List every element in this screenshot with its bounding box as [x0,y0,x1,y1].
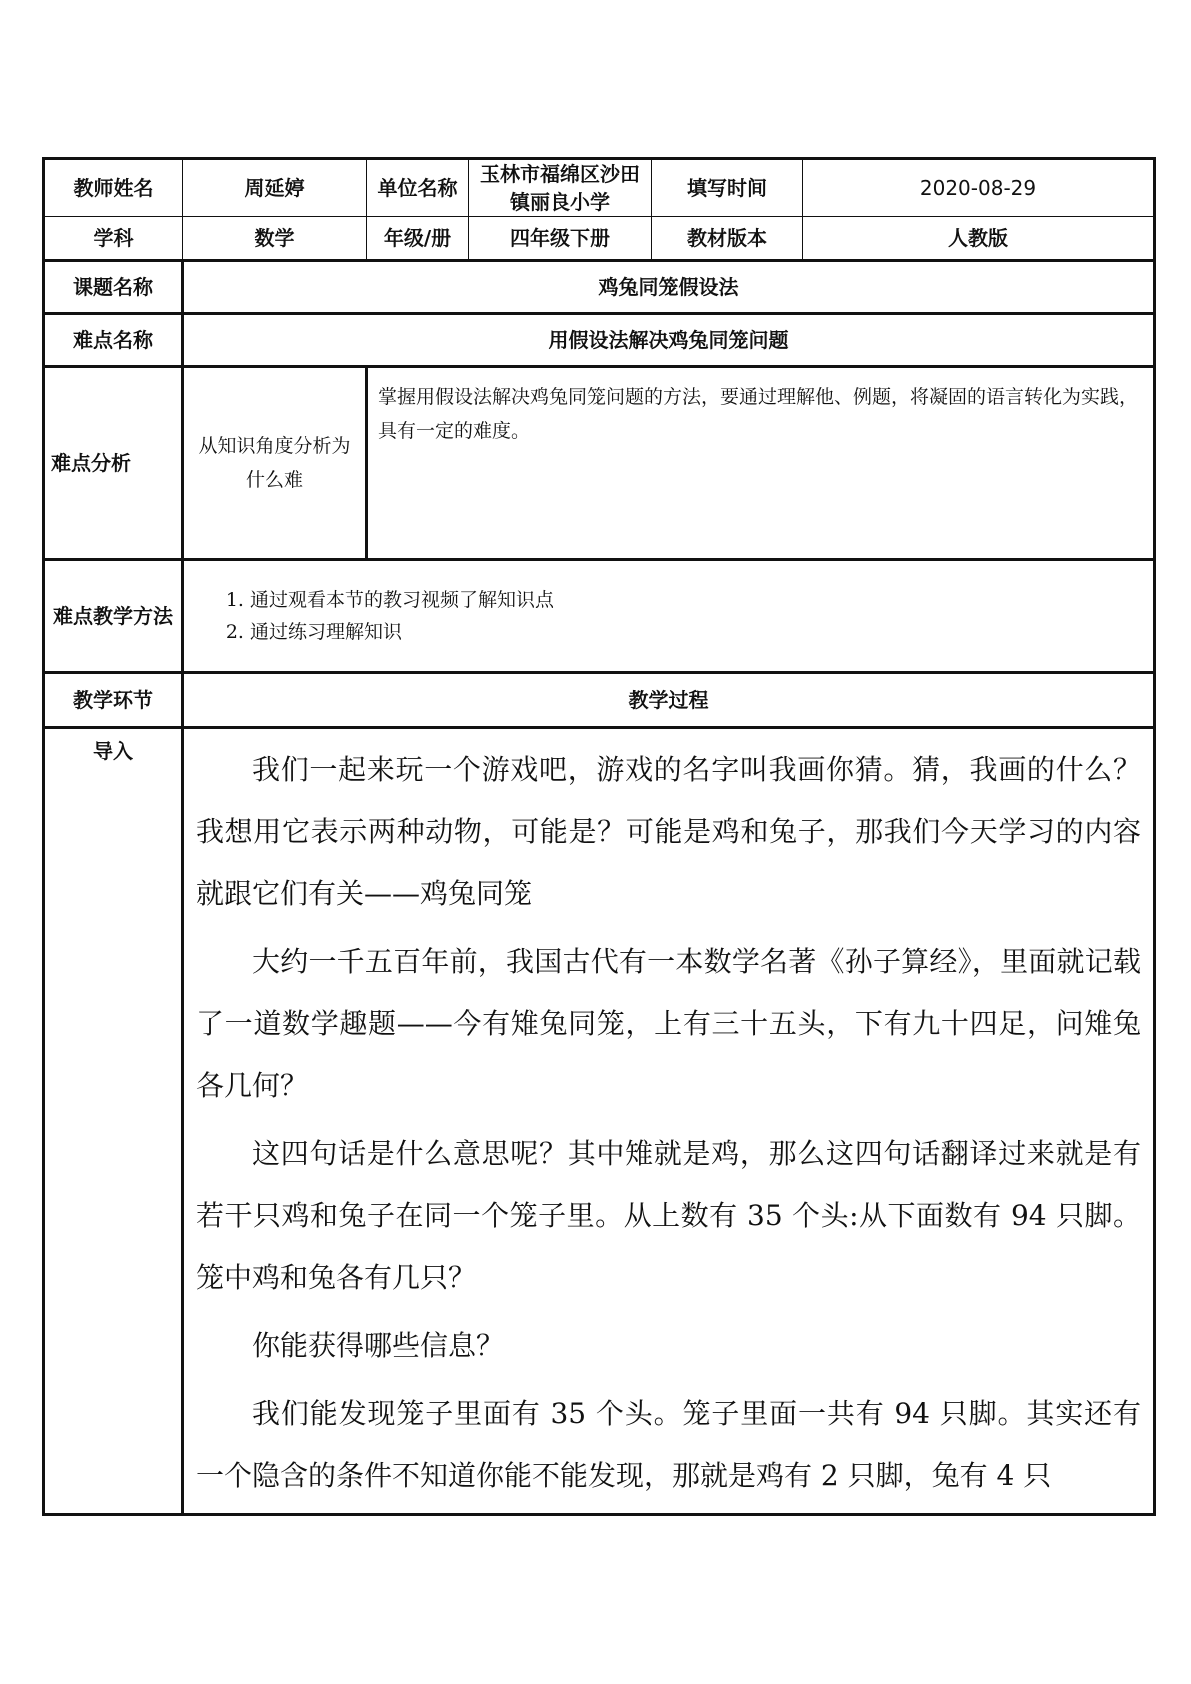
teacher-value: 周延婷 [183,159,367,217]
intro-label: 导入 [44,728,183,1515]
intro-paragraph: 大约一千五百年前，我国古代有一本数学名著《孙子算经》，里面就记载了一道数学趣题——今有雉兔同笼，上有三十五头，下有九十四足，问雉兔各几何？ [196,945,1141,1102]
analysis-sub-label: 从知识角度分析为什么难 [183,367,367,560]
subject-value: 数学 [183,217,367,261]
intro-paragraph: 你能获得哪些信息？ [252,1329,505,1362]
subject-label: 学科 [44,217,183,261]
topic-label: 课题名称 [44,261,183,314]
fill-time-value: 2020-08-29 [803,159,1155,217]
unit-label: 单位名称 [367,159,469,217]
process-label: 教学过程 [183,673,1155,728]
topic-value: 鸡兔同笼假设法 [183,261,1155,314]
row-subject [44,217,1155,261]
row-methods [44,560,1155,673]
row-topic [44,261,1155,314]
row-analysis [44,367,1155,560]
intro-paragraph: 这四句话是什么意思呢？其中雉就是鸡，那么这四句话翻译过来就是有若干只鸡和兔子在同一个笼子里。从上数有 35 个头:从下面数有 94 只脚。笼中鸡和兔各有几只？ [196,1137,1141,1294]
difficulty-value: 用假设法解决鸡兔同笼问题 [183,314,1155,367]
intro-paragraph: 我们能发现笼子里面有 35 个头。笼子里面一共有 94 只脚。其实还有一个隐含的条件不知道你能不能发现，那就是鸡有 2 只脚，兔有 4 只 [196,1397,1141,1492]
intro-paragraph: 我们一起来玩一个游戏吧，游戏的名字叫我画你猜。猜，我画的什么？我想用它表示两种动物，可能是？可能是鸡和兔子，那我们今天学习的内容就跟它们有关——鸡兔同笼 [196,753,1141,910]
grade-label: 年级/册 [367,217,469,261]
row-teacher [44,159,1155,217]
lesson-plan-sheet [42,157,1153,1516]
methods-list [190,584,1147,648]
methods-cell [183,560,1155,673]
stage-label: 教学环节 [44,673,183,728]
row-intro [44,728,1155,1515]
edition-value: 人教版 [803,217,1155,261]
fill-time-label: 填写时间 [652,159,803,217]
methods-item: 2. 通过练习理解知识 [250,616,1147,648]
analysis-text: 掌握用假设法解决鸡兔同笼问题的方法，要通过理解他、例题，将凝固的语言转化为实践，具有一定的难度。 [367,367,1155,560]
edition-label: 教材版本 [652,217,803,261]
row-difficulty [44,314,1155,367]
unit-value: 玉林市福绵区沙田镇丽良小学 [469,159,652,217]
difficulty-label: 难点名称 [44,314,183,367]
intro-content [183,728,1155,1515]
analysis-label: 难点分析 [44,367,183,560]
methods-label: 难点教学方法 [44,560,183,673]
teacher-label: 教师姓名 [44,159,183,217]
grade-value: 四年级下册 [469,217,652,261]
row-process-header [44,673,1155,728]
lesson-plan-table [42,157,1156,1516]
methods-item: 1. 通过观看本节的教习视频了解知识点 [250,584,1147,616]
